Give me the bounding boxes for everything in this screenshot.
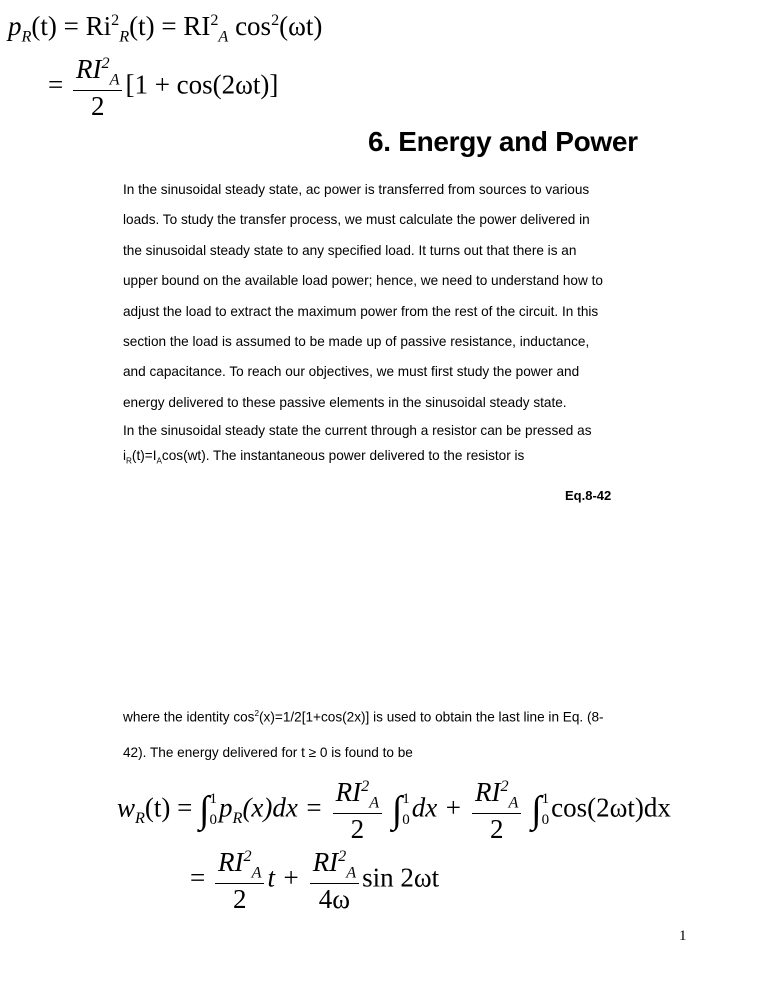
- eq-text: RI: [312, 847, 339, 877]
- eq-sub: A: [346, 863, 357, 882]
- text: cos(wt). The instantaneous power delivered to the resistor is: [161, 447, 525, 463]
- paragraph-intro: [123, 182, 603, 465]
- equation-energy-line2: [190, 848, 439, 913]
- eq-text: 1: [541, 791, 550, 808]
- paragraph-line: upper bound on the available load power; hence, we need to understand how to: [123, 273, 603, 289]
- eq-fraction: [472, 778, 521, 843]
- integral-limits: [542, 789, 550, 831]
- eq-sub: A: [251, 863, 262, 882]
- eq-sub: A: [109, 70, 120, 89]
- eq-denominator: 4ω: [318, 883, 351, 914]
- eq-fraction: [333, 778, 382, 843]
- eq-symbol: w: [117, 792, 136, 823]
- equation-energy-line1: [117, 778, 671, 843]
- paragraph-line: section the load is assumed to be made up of passive resistance, inductance,: [123, 333, 590, 349]
- eq-text: (t) = Ri: [31, 11, 112, 41]
- section-heading: 6. Energy and Power: [368, 126, 638, 157]
- text: where the identity cos: [123, 709, 255, 725]
- integral-sign: ∫: [531, 789, 542, 832]
- paragraph-line: 42). The energy delivered for t ≥ 0 is found to be: [123, 745, 413, 760]
- eq-text: [1 + cos(2ωt)]: [125, 69, 279, 100]
- eq-text: 1: [402, 791, 410, 808]
- integral-sign: ∫: [199, 789, 210, 832]
- paragraph-line: the sinusoidal steady state to any specified load. It turns out that there is an: [123, 242, 577, 258]
- eq-text: dx +: [411, 792, 463, 823]
- paragraph-line: In the sinusoidal steady state, ac power is transferred from sources to various: [123, 182, 590, 197]
- eq-text: =: [48, 69, 64, 100]
- eq-sup: 2: [111, 11, 120, 29]
- eq-sub: A: [218, 27, 229, 46]
- paragraph-line: and capacitance. To reach our objectives, we must first study the power and: [123, 364, 580, 380]
- eq-text: cos(2ωt)dx: [551, 792, 671, 823]
- paragraph-line: adjust the load to extract the maximum power from the rest of the circuit. In this: [123, 303, 599, 319]
- paragraph-line: loads. To study the transfer process, we must calculate the power delivered in: [123, 212, 590, 228]
- eq-sup: 2: [338, 847, 347, 865]
- eq-sup: 2: [243, 847, 252, 865]
- eq-text: (x)dx =: [242, 792, 323, 823]
- eq-fraction: [215, 848, 264, 913]
- eq-text: t +: [267, 862, 300, 893]
- eq-text: 0: [209, 812, 218, 829]
- eq-text: 1: [209, 791, 218, 808]
- eq-denominator: 2: [350, 813, 365, 844]
- equation-label: Eq.8-42: [565, 488, 612, 503]
- page-number: 1: [679, 928, 687, 944]
- eq-symbol: p: [219, 792, 233, 823]
- text: (t)=I: [131, 447, 157, 463]
- eq-text: sin 2ωt: [362, 862, 440, 893]
- eq-numerator: [333, 778, 382, 814]
- eq-numerator: [215, 848, 264, 884]
- eq-text: (t) =: [144, 792, 193, 823]
- eq-denominator: 2: [489, 813, 504, 844]
- text: (x)=1/2[1+cos(2x)] is used to obtain the last line in Eq. (8-: [259, 709, 604, 725]
- eq-denominator: 2: [232, 883, 247, 914]
- text: A: [156, 456, 162, 466]
- eq-text: RI: [474, 777, 501, 807]
- equation-power-line2: [48, 55, 278, 120]
- text: 2: [254, 709, 260, 718]
- eq-sub: R: [119, 27, 130, 46]
- eq-sup: 2: [210, 11, 219, 29]
- eq-sup: 2: [361, 777, 370, 795]
- eq-sub: R: [135, 808, 145, 827]
- eq-denominator: 2: [90, 90, 105, 121]
- integral-limits: [402, 789, 410, 831]
- paragraph-line: [123, 448, 603, 466]
- eq-symbol: p: [8, 11, 22, 41]
- integral-limits: [210, 789, 218, 831]
- text: i: [123, 447, 127, 463]
- eq-numerator: [73, 55, 122, 91]
- eq-sub: R: [21, 27, 32, 46]
- eq-numerator: [310, 848, 359, 884]
- eq-text: =: [190, 862, 206, 893]
- eq-sup: 2: [271, 11, 280, 29]
- eq-text: 0: [541, 812, 550, 829]
- eq-sup: 2: [101, 54, 110, 72]
- equation-power-line1: [8, 12, 322, 45]
- eq-numerator: [472, 778, 521, 814]
- paragraph-line: [123, 709, 604, 745]
- eq-text: RI: [75, 54, 102, 84]
- eq-text: RI: [335, 777, 362, 807]
- integral-sign: ∫: [391, 789, 403, 832]
- eq-text: cos: [228, 11, 272, 41]
- eq-sub: A: [369, 793, 380, 812]
- paragraph-line: In the sinusoidal steady state the current through a resistor can be pressed as: [123, 422, 592, 438]
- eq-sub: R: [232, 808, 243, 827]
- paragraph-identity: [123, 709, 604, 760]
- eq-fraction: [73, 55, 122, 120]
- paragraph-line: energy delivered to these passive elements in the sinusoidal steady state.: [123, 394, 567, 410]
- eq-text: RI: [217, 847, 244, 877]
- eq-sub: A: [508, 793, 519, 812]
- text: R: [126, 456, 132, 466]
- eq-sup: 2: [500, 777, 509, 795]
- eq-text: (ωt): [279, 11, 323, 41]
- eq-text: 0: [402, 812, 410, 829]
- eq-text: (t) = RI: [129, 11, 211, 41]
- eq-fraction: [310, 848, 359, 913]
